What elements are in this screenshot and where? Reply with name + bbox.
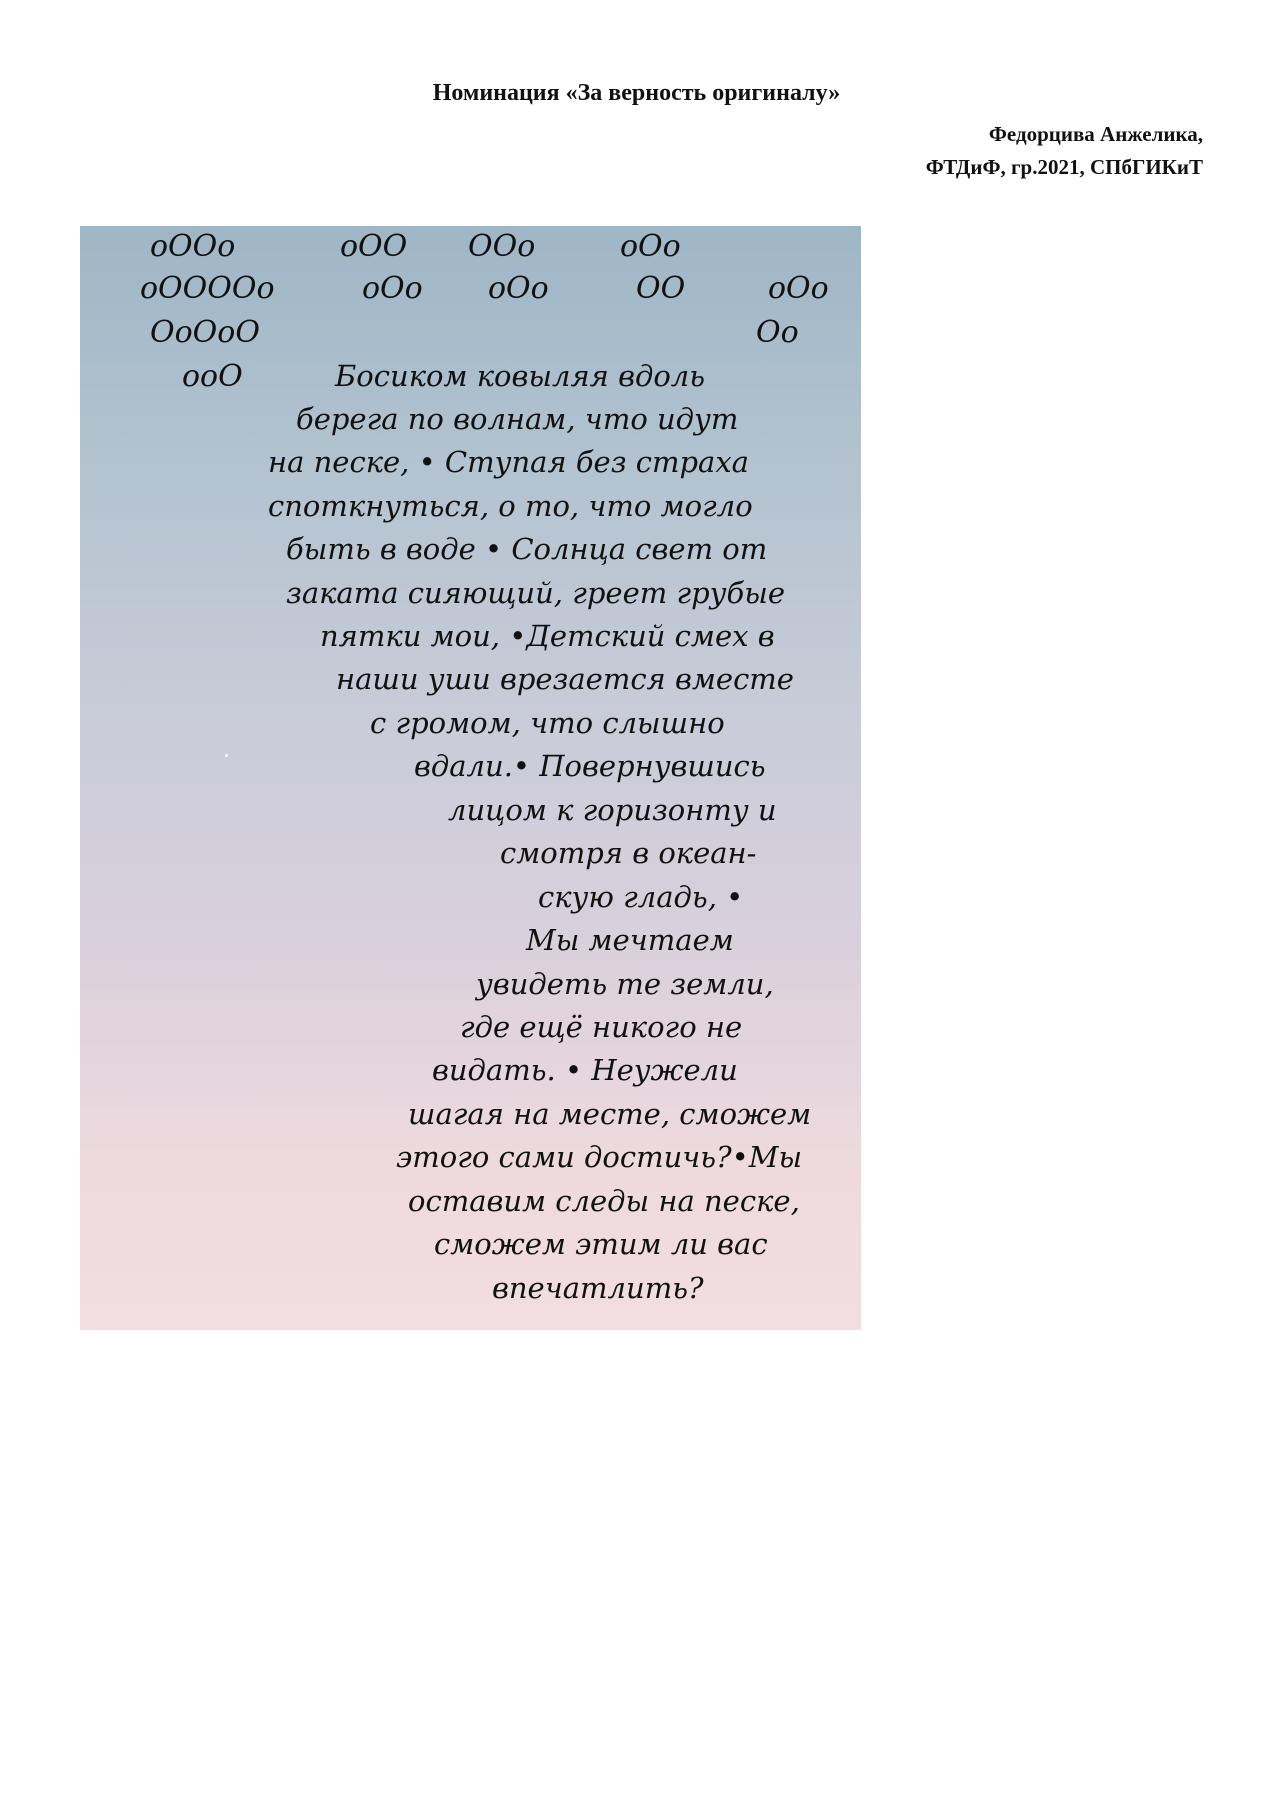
bubble-text: oOo bbox=[362, 271, 423, 306]
poem-line: видать. • Неужели bbox=[432, 1053, 738, 1087]
poem-line: заката сияющий, греет грубые bbox=[286, 576, 785, 610]
bubble-text: OO bbox=[636, 271, 686, 306]
bubble-text: oOo bbox=[768, 271, 829, 306]
poem-line: споткнуться, о то, что могло bbox=[268, 489, 753, 523]
poem-line: впечатлить? bbox=[492, 1271, 704, 1305]
poem-line: этого сами достичь?•Мы bbox=[396, 1140, 803, 1174]
light-speck bbox=[225, 754, 228, 757]
poem-line: скую гладь, • bbox=[538, 880, 744, 914]
poem-line: смотря в океан- bbox=[500, 836, 757, 870]
author-affiliation: ФТДиФ, гр.2021, СПбГИКиТ bbox=[925, 155, 1203, 179]
poem-line: берега по волнам, что идут bbox=[296, 402, 739, 436]
poem-line: Босиком ковыляя вдоль bbox=[335, 359, 706, 393]
poem-line: вдали.• Повернувшись bbox=[414, 749, 766, 783]
poem-image bbox=[80, 226, 861, 1330]
poem-line: пятки мои, •Детский смех в bbox=[320, 619, 775, 653]
poem-line: быть в воде • Солнца свет от bbox=[286, 532, 768, 566]
bubble-text: ooO bbox=[182, 359, 243, 394]
poem-line: с громом, что слышно bbox=[370, 706, 725, 740]
author-name: Федорцива Анжелика, bbox=[988, 122, 1203, 146]
bubble-text: oOo bbox=[488, 271, 549, 306]
bubble-text: Oo bbox=[756, 315, 799, 350]
poem-line: лицом к горизонту и bbox=[448, 793, 777, 827]
poem-line: где ещё никого не bbox=[460, 1010, 743, 1044]
poem-line: оставим следы на песке, bbox=[408, 1184, 800, 1218]
bubble-text: oOOo bbox=[150, 229, 236, 264]
bubble-text: oOo bbox=[620, 229, 681, 264]
poem-line: сможем этим ли вас bbox=[434, 1227, 768, 1261]
poem-line: шагая на месте, сможем bbox=[408, 1097, 812, 1131]
bubble-text: oOOOOo bbox=[140, 271, 275, 306]
poem-line: увидеть те земли, bbox=[476, 967, 774, 1001]
bubble-text: OOo bbox=[468, 229, 536, 264]
bubble-text: OoOoO bbox=[150, 315, 260, 350]
poem-line: на песке, • Ступая без страха bbox=[268, 445, 749, 479]
nomination-title: Номинация «За верность оригиналу» bbox=[432, 80, 841, 106]
poem-line: Мы мечтаем bbox=[526, 923, 734, 957]
poem-line: наши уши врезается вместе bbox=[336, 662, 794, 696]
bubble-text: oOO bbox=[340, 229, 408, 264]
